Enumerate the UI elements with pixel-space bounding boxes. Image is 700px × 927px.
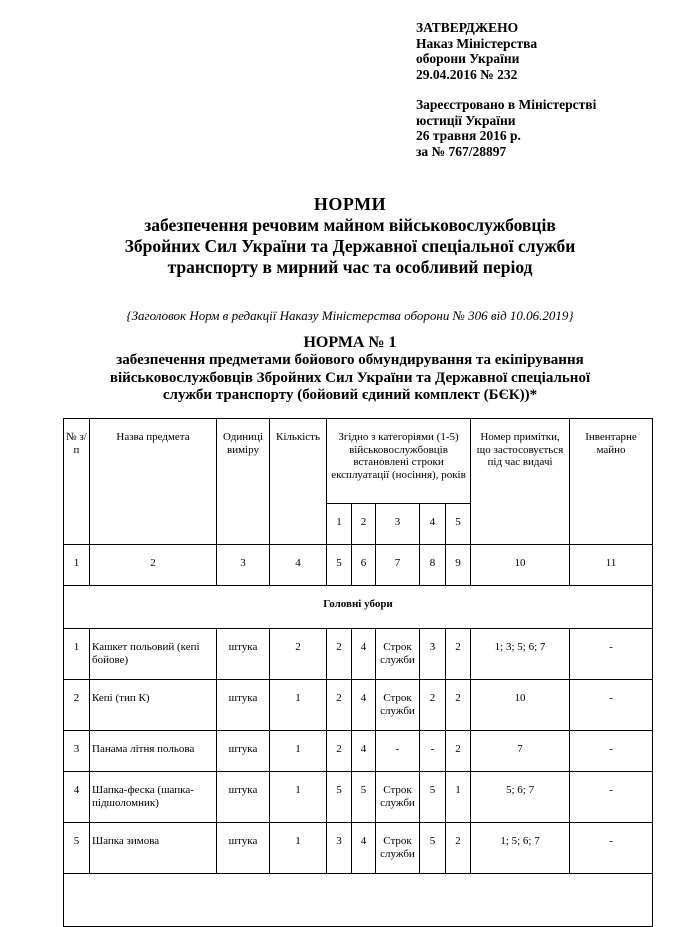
row-inventory: - <box>570 772 653 823</box>
row-notes: 7 <box>471 731 570 772</box>
header-inventory: Інвентарне майно <box>570 419 653 545</box>
row-cat-2: 4 <box>352 629 376 680</box>
registration-line-2: юстиції України <box>416 112 516 128</box>
table-row <box>64 772 653 823</box>
row-cat-5: 2 <box>446 680 471 731</box>
row-cat-3: Строк служби <box>376 629 420 680</box>
registration-date: 26 травня 2016 р. <box>416 128 521 143</box>
row-cat-1: 3 <box>327 823 352 874</box>
norm-line-3: служби транспорту (бойовий єдиний комплект (БЄК))* <box>162 387 538 403</box>
row-unit: штука <box>217 680 270 731</box>
row-cat-3: Строк служби <box>376 680 420 731</box>
row-name: Шапка зимова <box>90 823 217 874</box>
header-notes: Номер примітки, що застосовується під час видачі <box>471 419 570 545</box>
row-qty: 1 <box>270 823 327 874</box>
empty-cell <box>64 874 653 927</box>
title-line-3: транспорту в мирний час та особливий період <box>167 257 533 277</box>
row-name: Кашкет польовий (кепі бойове) <box>90 629 217 680</box>
row-qty: 1 <box>270 772 327 823</box>
row-unit: штука <box>217 823 270 874</box>
row-cat-1: 2 <box>327 680 352 731</box>
registration-line-1: Зареєстровано в Міністерстві <box>416 97 597 112</box>
group-label: Головні убори <box>64 586 653 629</box>
row-cat-2: 4 <box>352 823 376 874</box>
row-cat-1: 2 <box>327 731 352 772</box>
approval-title: ЗАТВЕРДЖЕНО <box>416 20 519 35</box>
category-cell: 3 <box>376 504 420 545</box>
header-categories: Згідно з категоріями (1-5) військовослужбовців встановлені строки експлуатації (носіння), років <box>327 419 471 504</box>
header-unit: Одиниці виміру <box>217 419 270 545</box>
col-number: 10 <box>471 545 570 586</box>
row-cat-3: - <box>376 731 420 772</box>
table-header-row <box>64 419 653 504</box>
row-cat-4: 5 <box>420 823 446 874</box>
col-number: 5 <box>327 545 352 586</box>
row-num: 4 <box>64 772 90 823</box>
row-cat-5: 1 <box>446 772 471 823</box>
norm-line-2: військовослужбовців Збройних Сил України та Державної спеціальної <box>109 369 591 386</box>
row-notes: 1; 3; 5; 6; 7 <box>471 629 570 680</box>
column-number-row <box>64 545 653 586</box>
row-cat-4: 3 <box>420 629 446 680</box>
row-cat-5: 2 <box>446 731 471 772</box>
table-row <box>64 629 653 680</box>
editorial-note: {Заголовок Норм в редакції Наказу Міністерства оборони № 306 від 10.06.2019} <box>126 308 574 323</box>
row-notes: 10 <box>471 680 570 731</box>
row-cat-3: Строк служби <box>376 772 420 823</box>
approval-order: Наказ Міністерства <box>416 35 538 51</box>
row-name: Шапка-феска (шапка-підшоломник) <box>90 772 217 823</box>
row-num: 3 <box>64 731 90 772</box>
col-number: 3 <box>217 545 270 586</box>
row-cat-4: 2 <box>420 680 446 731</box>
row-cat-4: - <box>420 731 446 772</box>
category-cell: 2 <box>352 504 376 545</box>
row-notes: 1; 5; 6; 7 <box>471 823 570 874</box>
col-number: 11 <box>570 545 653 586</box>
category-cell: 1 <box>327 504 352 545</box>
category-cell: 4 <box>420 504 446 545</box>
row-name: Кепі (тип К) <box>90 680 217 731</box>
approval-block <box>416 20 596 174</box>
row-num: 2 <box>64 680 90 731</box>
approval-ministry: оборони України <box>416 51 520 66</box>
title-main: НОРМИ <box>313 194 387 214</box>
row-num: 1 <box>64 629 90 680</box>
col-number: 4 <box>270 545 327 586</box>
table-row <box>64 731 653 772</box>
norm-title: НОРМА № 1 <box>303 334 397 351</box>
row-unit: штука <box>217 772 270 823</box>
row-cat-5: 2 <box>446 629 471 680</box>
norm-line-1: забезпечення предметами бойового обмундирування та екіпірування <box>116 352 584 368</box>
row-qty: 1 <box>270 680 327 731</box>
registration-number: за № 767/28897 <box>416 143 507 159</box>
norm-table <box>63 418 653 927</box>
document-title <box>0 194 700 278</box>
row-cat-2: 5 <box>352 772 376 823</box>
table-row <box>64 680 653 731</box>
row-unit: штука <box>217 629 270 680</box>
header-num: № з/п <box>64 419 90 545</box>
approval-date: 29.04.2016 № 232 <box>416 66 518 82</box>
col-number: 2 <box>90 545 217 586</box>
row-inventory: - <box>570 823 653 874</box>
row-unit: штука <box>217 731 270 772</box>
table-row <box>64 823 653 874</box>
row-cat-5: 2 <box>446 823 471 874</box>
title-line-2: Збройних Сил України та Державної спеціальної служби <box>124 236 576 256</box>
row-cat-4: 5 <box>420 772 446 823</box>
col-number: 9 <box>446 545 471 586</box>
row-cat-1: 5 <box>327 772 352 823</box>
row-num: 5 <box>64 823 90 874</box>
row-qty: 2 <box>270 629 327 680</box>
row-inventory: - <box>570 680 653 731</box>
col-number: 8 <box>420 545 446 586</box>
group-row <box>64 586 653 629</box>
col-number: 6 <box>352 545 376 586</box>
header-name: Назва предмета <box>90 419 217 545</box>
title-line-1: забезпечення речовим майном військовослужбовців <box>144 215 556 235</box>
row-cat-2: 4 <box>352 731 376 772</box>
row-notes: 5; 6; 7 <box>471 772 570 823</box>
category-cell: 5 <box>446 504 471 545</box>
col-number: 1 <box>64 545 90 586</box>
row-qty: 1 <box>270 731 327 772</box>
row-cat-2: 4 <box>352 680 376 731</box>
header-qty: Кількість <box>270 419 327 545</box>
row-name: Панама літня польова <box>90 731 217 772</box>
row-cat-3: Строк служби <box>376 823 420 874</box>
row-inventory: - <box>570 629 653 680</box>
col-number: 7 <box>376 545 420 586</box>
empty-row <box>64 874 653 927</box>
row-cat-1: 2 <box>327 629 352 680</box>
row-inventory: - <box>570 731 653 772</box>
norm-heading <box>0 333 700 405</box>
